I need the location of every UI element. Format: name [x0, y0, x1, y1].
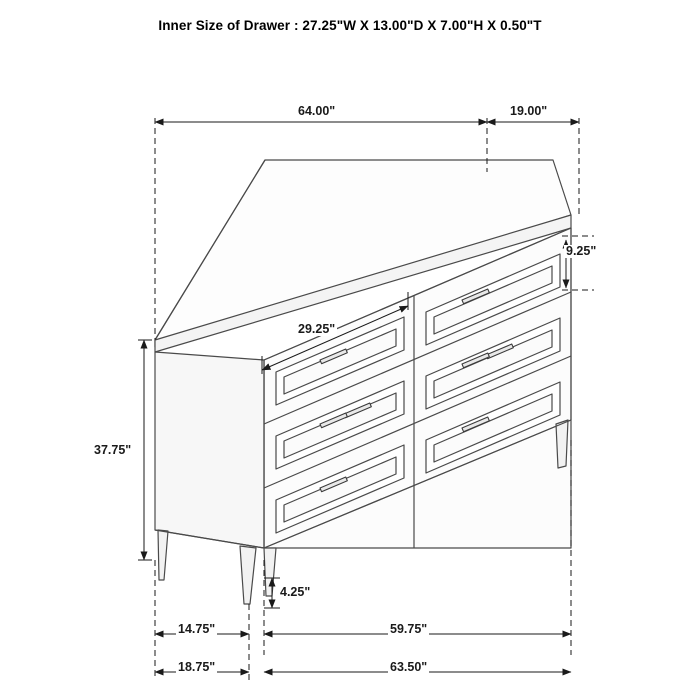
label-base-width: 63.50"	[390, 660, 428, 674]
label-top-width: 64.00"	[298, 104, 336, 118]
label-top-depth: 19.00"	[510, 104, 548, 118]
page-title: Inner Size of Drawer : 27.25"W X 13.00"D X 7.00"H X 0.50"T	[158, 18, 542, 33]
leg-right	[556, 420, 568, 468]
label-case-width: 59.75"	[390, 622, 428, 636]
label-base-depth: 18.75"	[178, 660, 216, 674]
dresser-body	[155, 160, 571, 604]
label-leg-height: 4.25"	[280, 585, 311, 599]
label-side-depth: 14.75"	[178, 622, 216, 636]
label-top-drawer-height: 9.25"	[566, 244, 597, 258]
leg-front-left	[240, 546, 256, 604]
label-overall-height: 37.75"	[94, 443, 132, 457]
leg-front-left-inner	[264, 548, 276, 596]
leg-back-left	[158, 530, 168, 580]
left-side-panel	[155, 352, 264, 548]
label-drawer-front-width: 29.25"	[298, 322, 336, 336]
